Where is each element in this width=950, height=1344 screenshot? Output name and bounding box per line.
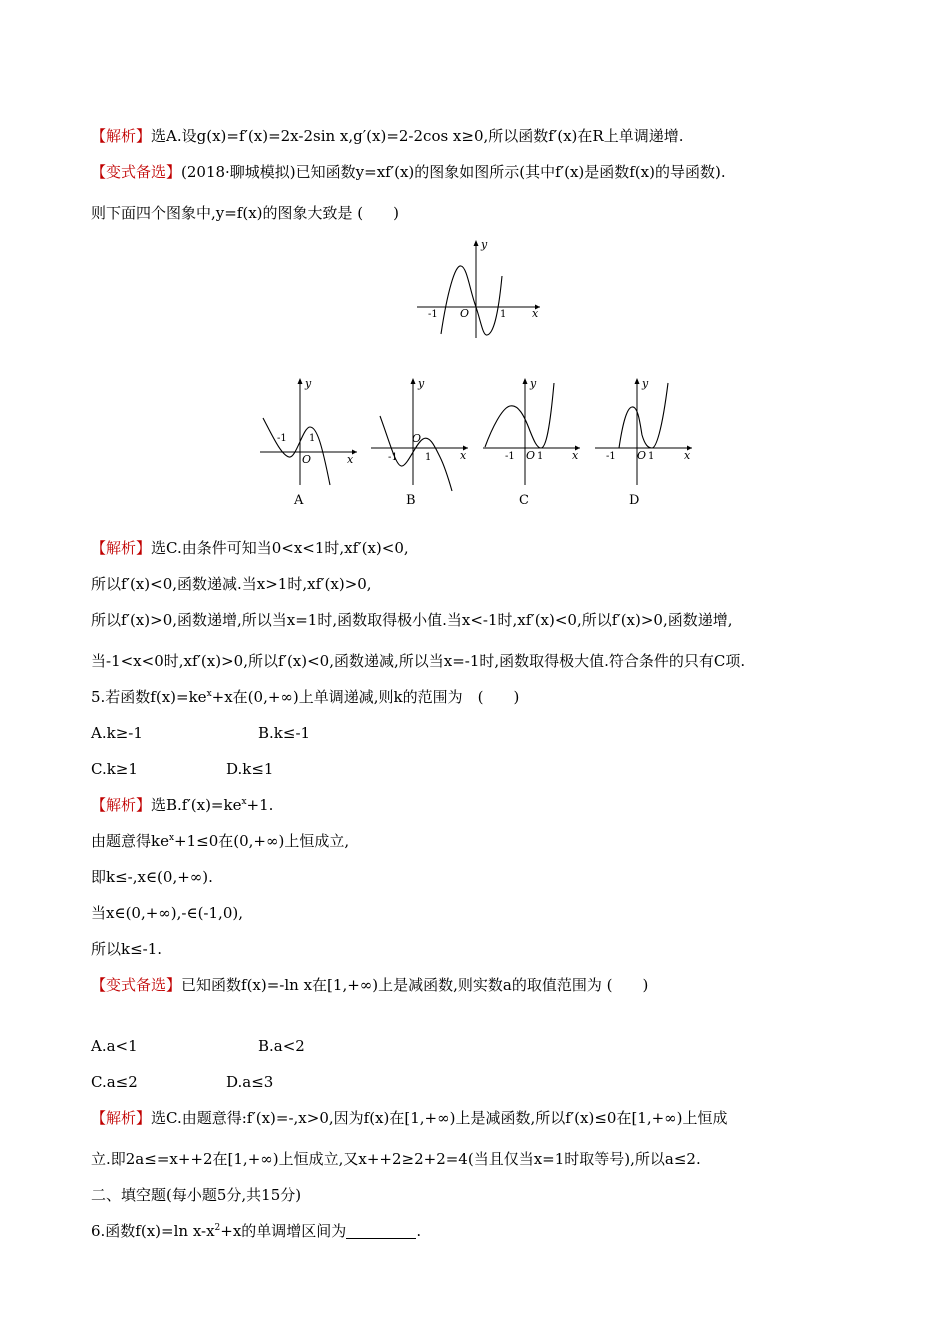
- y-label: y: [530, 377, 537, 390]
- tick-label-1: 1: [537, 451, 544, 462]
- tick-label-neg1: -1: [606, 451, 616, 462]
- option-graph-a: [255, 373, 365, 513]
- option-c: C.a≤2: [91, 1073, 138, 1091]
- origin-label: O: [302, 453, 312, 466]
- option-letter: D: [629, 493, 640, 508]
- tick-label-neg1: -1: [277, 433, 287, 444]
- question-text: +x在(0,+∞)上单调递减,则k的范围为 ( ): [211, 688, 520, 706]
- y-axis-arrow: [411, 378, 416, 384]
- origin-label: O: [526, 449, 536, 462]
- tick-label-1: 1: [500, 309, 507, 320]
- option-graph-b: [368, 373, 478, 513]
- y-label: y: [418, 377, 425, 390]
- question-text: 则下面四个图象中,y=f(x)的图象大致是 ( ): [91, 204, 399, 222]
- analysis-line: [91, 651, 745, 671]
- variant-question-text: 已知函数f(x)=-ln x在[1,+∞)上是减函数,则实数a的取值范围为 ( ): [181, 976, 649, 994]
- x-label: x: [460, 449, 467, 462]
- option-letter: C: [519, 493, 529, 508]
- analysis-line: [91, 610, 733, 630]
- section-heading: [91, 1185, 301, 1205]
- x-label: x: [572, 449, 579, 462]
- analysis-line: [91, 1149, 701, 1169]
- analysis-text: 所以f′(x)<0,函数递减.当x>1时,xf′(x)>0,: [91, 575, 372, 593]
- y-axis-arrow: [298, 378, 303, 384]
- analysis-line: [91, 574, 372, 594]
- question-text: +x的单调增区间为: [220, 1222, 347, 1240]
- tick-label-1: 1: [425, 452, 432, 463]
- analysis-tag: 【解析】: [91, 127, 152, 145]
- analysis-text: 选A.设g(x)=f′(x)=2x-2sin x,g′(x)=2-2cos x≥0,所以函数f′(x)在R上单调递增.: [151, 127, 684, 145]
- question-6: [91, 1221, 421, 1241]
- x-label: x: [532, 307, 539, 320]
- curve: [619, 383, 668, 448]
- y-label: y: [481, 238, 488, 251]
- tick-label-neg1: -1: [505, 451, 515, 462]
- option-c: C.k≥1: [91, 760, 138, 778]
- question-text: .: [416, 1222, 422, 1240]
- origin-label: O: [460, 307, 470, 320]
- option-b: B.k≤-1: [258, 724, 311, 742]
- variant-question-continuation: [91, 203, 399, 223]
- tick-label-neg1: -1: [388, 452, 398, 463]
- analysis-text: 立.即2a≤=x++2在[1,+∞)上恒成立,又x++2≥2+2=4(当且仅当x=1时取等号),所以a≤2.: [91, 1150, 701, 1168]
- analysis-text: 当-1<x<0时,xf′(x)>0,所以f′(x)<0,函数递减,所以当x=-1时,函数取得极大值.符合条件的只有C项.: [91, 652, 746, 670]
- section-title: 二、填空题(每小题5分,共15分): [91, 1186, 302, 1204]
- y-label: y: [305, 377, 312, 390]
- analysis-paragraph-3: [91, 795, 273, 815]
- analysis-paragraph-1: [91, 126, 683, 146]
- y-axis-arrow: [523, 378, 528, 384]
- analysis-text: 即k≤-,x∈(0,+∞).: [91, 868, 213, 886]
- analysis-tag: 【解析】: [91, 796, 152, 814]
- curve: [485, 383, 554, 448]
- main-graph-figure: [410, 236, 550, 344]
- y-axis-arrow: [635, 378, 640, 384]
- superscript: x: [168, 833, 175, 843]
- analysis-tag: 【解析】: [91, 1109, 152, 1127]
- question-text: 6.函数f(x)=ln x-x: [91, 1222, 215, 1240]
- option-letter: B: [406, 493, 416, 508]
- question-text: 5.若函数f(x)=ke: [91, 688, 207, 706]
- variant-tag: 【变式备选】: [91, 163, 182, 181]
- analysis-text: 所以f′(x)>0,函数递增,所以当x=1时,函数取得极小值.当x<-1时,xf′(x)<0,所以f′(x)>0,函数递增,: [91, 611, 733, 629]
- analysis-line: [91, 831, 349, 851]
- x-label: x: [347, 453, 354, 466]
- option-b: B.a<2: [258, 1037, 305, 1055]
- tick-label-neg1: -1: [428, 309, 438, 320]
- analysis-tag: 【解析】: [91, 539, 152, 557]
- variant-question-1: [91, 162, 726, 182]
- question-5: [91, 687, 519, 707]
- tick-label-1: 1: [309, 433, 316, 444]
- curve: [441, 266, 502, 335]
- analysis-text: 当x∈(0,+∞),-∈(-1,0),: [91, 904, 243, 922]
- option-d: D.k≤1: [226, 760, 274, 778]
- variant-tag: 【变式备选】: [91, 976, 182, 994]
- option-graph-d: [592, 373, 702, 513]
- answer-blank[interactable]: [346, 1224, 416, 1239]
- option-graph-c: [480, 373, 590, 513]
- analysis-text: +1.: [246, 796, 274, 814]
- analysis-paragraph-2: [91, 538, 409, 558]
- superscript: x: [241, 797, 247, 807]
- origin-label: O: [412, 432, 422, 445]
- option-a: A.a<1: [91, 1037, 138, 1055]
- y-axis-arrow: [474, 240, 479, 246]
- analysis-text: +1≤0在(0,+∞)上恒成立,: [174, 832, 350, 850]
- y-label: y: [642, 377, 649, 390]
- variant-question-2: [91, 975, 648, 995]
- analysis-text: 选C.由条件可知当0<x<1时,xf′(x)<0,: [151, 539, 409, 557]
- superscript: 2: [214, 1223, 221, 1233]
- origin-label: O: [637, 449, 647, 462]
- analysis-text: 由题意得ke: [91, 832, 169, 850]
- option-letter: A: [294, 493, 304, 508]
- variant-question-text: (2018·聊城模拟)已知函数y=xf′(x)的图象如图所示(其中f′(x)是函数f(x)的导函数).: [181, 163, 726, 181]
- option-d: D.a≤3: [226, 1073, 274, 1091]
- option-a: A.k≥-1: [91, 724, 143, 742]
- superscript: x: [206, 689, 212, 699]
- analysis-text: 所以k≤-1.: [91, 940, 163, 958]
- analysis-paragraph-4: [91, 1108, 728, 1128]
- tick-label-1: 1: [648, 451, 655, 462]
- analysis-line: [91, 939, 162, 959]
- analysis-text: 选B.f′(x)=ke: [151, 796, 242, 814]
- analysis-line: [91, 867, 213, 887]
- analysis-line: [91, 903, 243, 923]
- analysis-text: 选C.由题意得:f′(x)=-,x>0,因为f(x)在[1,+∞)上是减函数,所以f′(x)≤0在[1,+∞)上恒成: [151, 1109, 728, 1127]
- x-label: x: [684, 449, 691, 462]
